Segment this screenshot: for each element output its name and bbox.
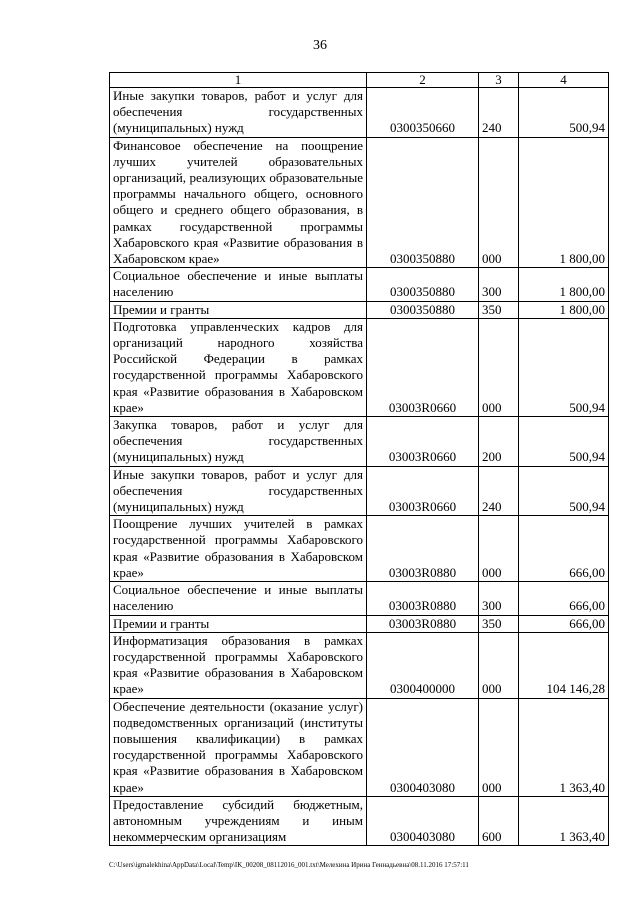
row-type: 300 xyxy=(479,582,519,615)
row-amount: 104 146,28 xyxy=(519,632,609,698)
row-type: 000 xyxy=(479,698,519,796)
row-type: 200 xyxy=(479,417,519,467)
row-code: 0300350880 xyxy=(367,301,479,318)
row-amount: 500,94 xyxy=(519,88,609,138)
page-number: 36 xyxy=(313,38,327,53)
table-row xyxy=(110,466,609,516)
row-name: Предоставление субсидий бюджетным, автономным учреждениям и иным некоммерческим организациям xyxy=(110,796,367,846)
table-header-row xyxy=(110,73,609,88)
row-amount: 666,00 xyxy=(519,582,609,615)
table-row xyxy=(110,698,609,796)
table-row xyxy=(110,632,609,698)
row-type: 240 xyxy=(479,466,519,516)
row-name: Подготовка управленческих кадров для организаций народного хозяйства Российской Федерации в рамках государственной программы Хабаровского края «Развитие образования в Хабаровском крае» xyxy=(110,318,367,416)
row-code: 0300400000 xyxy=(367,632,479,698)
row-amount: 1 363,40 xyxy=(519,698,609,796)
row-name: Информатизация образования в рамках государственной программы Хабаровского края «Развитие образования в Хабаровском крае» xyxy=(110,632,367,698)
row-code: 0300350880 xyxy=(367,137,479,268)
row-code: 03003R0880 xyxy=(367,582,479,615)
row-amount: 1 800,00 xyxy=(519,137,609,268)
row-code: 03003R0880 xyxy=(367,516,479,582)
table-row xyxy=(110,318,609,416)
header-col-2: 2 xyxy=(367,73,479,88)
row-amount: 500,94 xyxy=(519,417,609,467)
table-row xyxy=(110,88,609,138)
row-amount: 500,94 xyxy=(519,318,609,416)
table-row xyxy=(110,137,609,268)
row-name: Социальное обеспечение и иные выплаты населению xyxy=(110,582,367,615)
row-code: 03003R0660 xyxy=(367,417,479,467)
table-row xyxy=(110,268,609,301)
row-name: Закупка товаров, работ и услуг для обеспечения государственных (муниципальных) нужд xyxy=(110,417,367,467)
header-col-1: 1 xyxy=(110,73,367,88)
row-name: Обеспечение деятельности (оказание услуг) подведомственных организаций (институты повышения квалификации) в рамках государственной программы Хабаровского края «Развитие образования в Хабаровском крае» xyxy=(110,698,367,796)
row-code: 0300403080 xyxy=(367,698,479,796)
table-row xyxy=(110,796,609,846)
row-code: 0300350660 xyxy=(367,88,479,138)
row-code: 03003R0660 xyxy=(367,318,479,416)
row-amount: 1 800,00 xyxy=(519,268,609,301)
row-type: 000 xyxy=(479,137,519,268)
row-code: 03003R0880 xyxy=(367,615,479,632)
table-row xyxy=(110,582,609,615)
budget-table xyxy=(109,72,609,846)
row-name: Премии и гранты xyxy=(110,615,367,632)
table-row xyxy=(110,417,609,467)
row-name: Иные закупки товаров, работ и услуг для обеспечения государственных (муниципальных) нужд xyxy=(110,466,367,516)
row-name: Премии и гранты xyxy=(110,301,367,318)
row-code: 0300403080 xyxy=(367,796,479,846)
file-path-footer: C:\Users\igmalekhina\AppData\Local\Temp\IK_00208_08112016_001.txt\Мелехина Ирина Геннадьевна\08.11.2016 17:57:11 xyxy=(109,861,469,869)
row-type: 600 xyxy=(479,796,519,846)
row-amount: 1 800,00 xyxy=(519,301,609,318)
row-type: 240 xyxy=(479,88,519,138)
table-row xyxy=(110,615,609,632)
row-type: 000 xyxy=(479,632,519,698)
row-amount: 500,94 xyxy=(519,466,609,516)
row-type: 300 xyxy=(479,268,519,301)
row-amount: 1 363,40 xyxy=(519,796,609,846)
header-col-3: 3 xyxy=(479,73,519,88)
row-amount: 666,00 xyxy=(519,516,609,582)
row-name: Иные закупки товаров, работ и услуг для обеспечения государственных (муниципальных) нужд xyxy=(110,88,367,138)
table-row xyxy=(110,516,609,582)
table-row xyxy=(110,301,609,318)
row-type: 000 xyxy=(479,516,519,582)
row-name: Социальное обеспечение и иные выплаты населению xyxy=(110,268,367,301)
row-type: 350 xyxy=(479,615,519,632)
header-col-4: 4 xyxy=(519,73,609,88)
row-type: 350 xyxy=(479,301,519,318)
row-type: 000 xyxy=(479,318,519,416)
row-code: 03003R0660 xyxy=(367,466,479,516)
row-name: Поощрение лучших учителей в рамках государственной программы Хабаровского края «Развитие образования в Хабаровском крае» xyxy=(110,516,367,582)
row-code: 0300350880 xyxy=(367,268,479,301)
row-name: Финансовое обеспечение на поощрение лучших учителей образовательных организаций, реализующих образовательные программы начального общего, основного общего и среднего общего образования, в рамках государственной программы Хабаровского края «Развитие образования в Хабаровском крае» xyxy=(110,137,367,268)
row-amount: 666,00 xyxy=(519,615,609,632)
